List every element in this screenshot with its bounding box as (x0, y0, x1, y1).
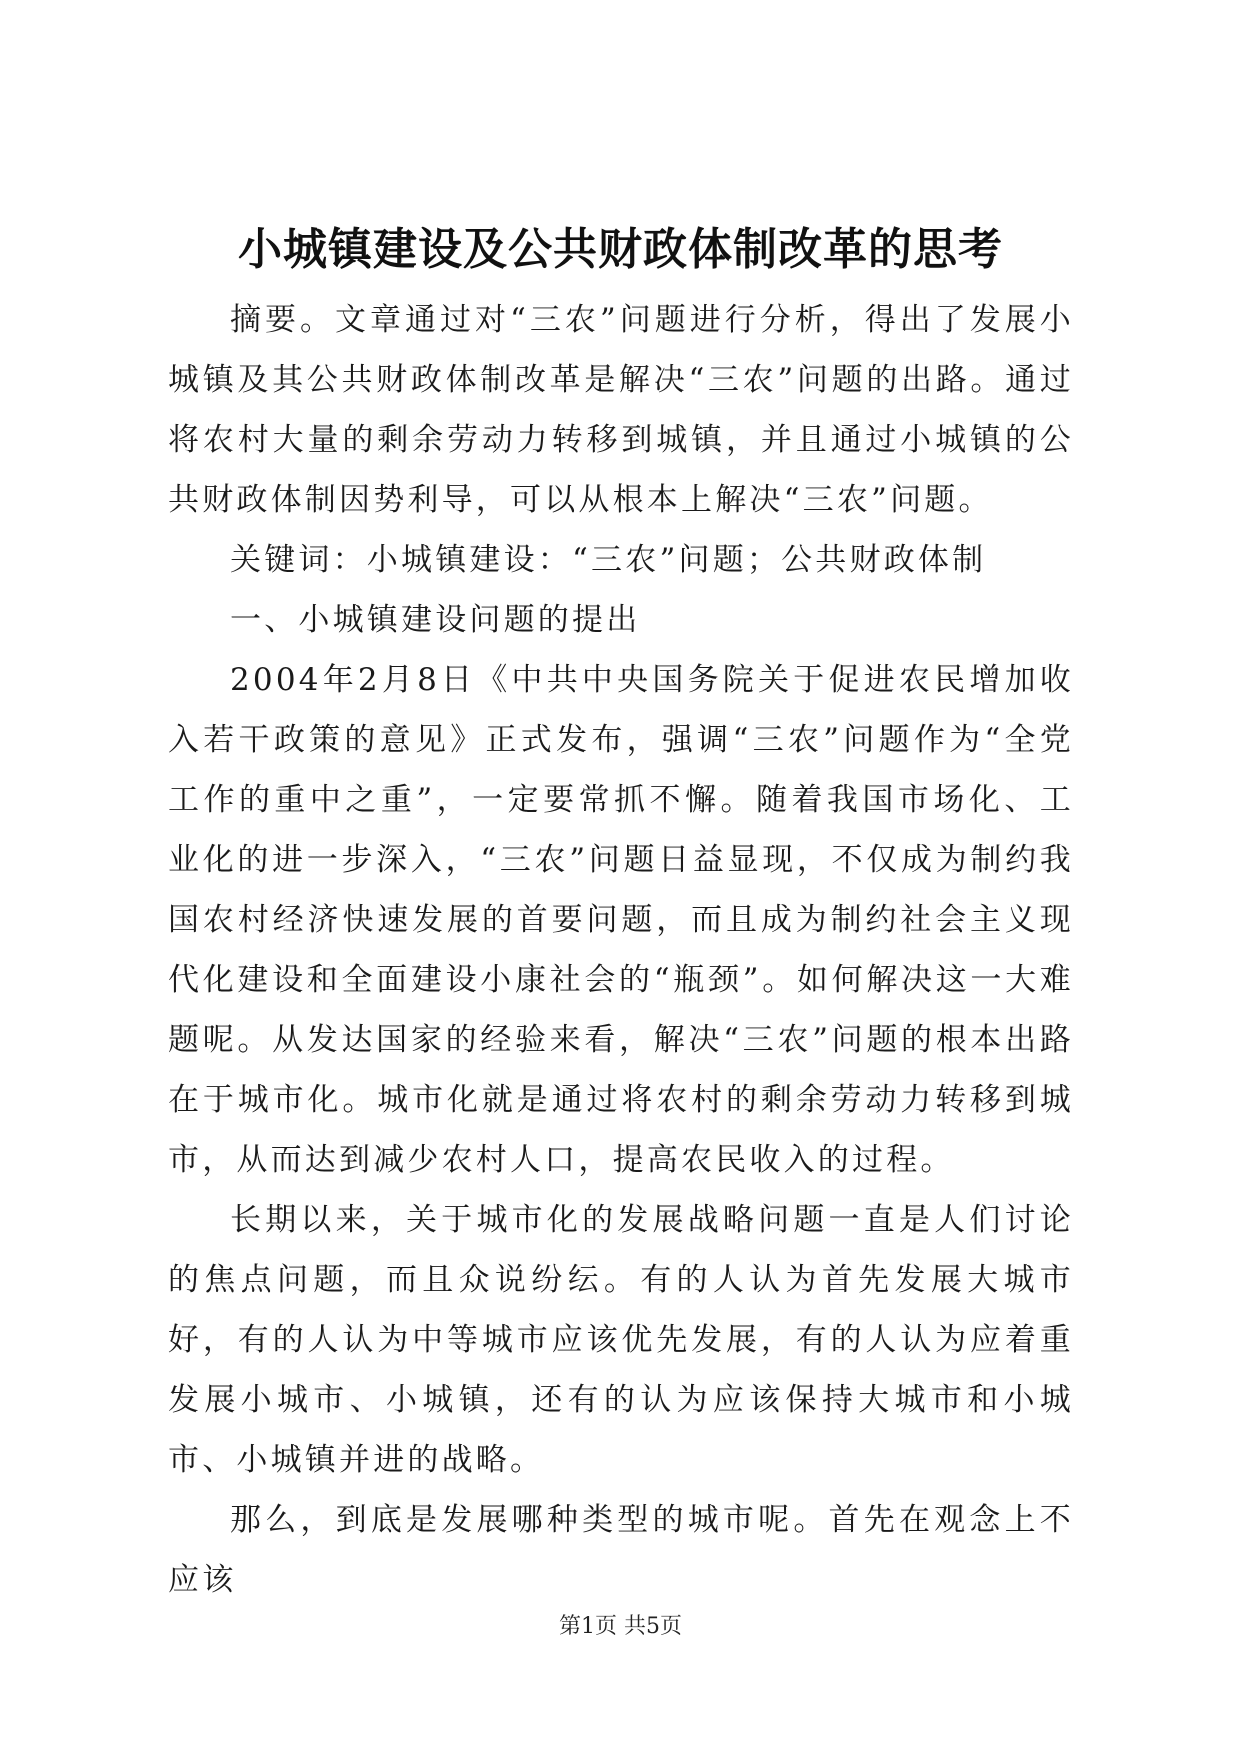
body-paragraph: 2004年2月8日《中共中央国务院关于促进农民增加收入若干政策的意见》正式发布，强调“三农”问题作为“全党工作的重中之重”，一定要常抓不懈。随着我国市场化、工业化的进一步深入，“三农”问题日益显现，不仅成为制约我国农村经济快速发展的首要问题，而且成为制约社会主义现代化建设和全面建设小康社会的“瓶颈”。如何解决这一大难题呢。从发达国家的经验来看，解决“三农”问题的根本出路在于城市化。城市化就是通过将农村的剩余劳动力转移到城市，从而达到减少农村人口，提高农民收入的过程。 (168, 662, 1074, 1178)
abstract-paragraph: 摘要。文章通过对“三农”问题进行分析，得出了发展小城镇及其公共财政体制改革是解决“三农”问题的出路。通过将农村大量的剩余劳动力转移到城镇，并且通过小城镇的公共财政体制因势利导，可以从根本上解决“三农”问题。 (168, 302, 1074, 518)
document-title: 小城镇建设及公共财政体制改革的思考 (238, 224, 1003, 275)
document-body (168, 290, 1074, 1610)
section-heading: 一、小城镇建设问题的提出 (230, 602, 641, 638)
body-paragraph: 长期以来，关于城市化的发展战略问题一直是人们讨论的焦点问题，而且众说纷纭。有的人认为首先发展大城市好，有的人认为中等城市应该优先发展，有的人认为应着重发展小城市、小城镇，还有的认为应该保持大城市和小城市、小城镇并进的战略。 (168, 1202, 1074, 1478)
page-number-footer: 第1页 共5页 (559, 1614, 682, 1639)
body-paragraph: 那么，到底是发展哪种类型的城市呢。首先在观念上不应该 (168, 1502, 1074, 1598)
keywords-paragraph: 关键词：小城镇建设：“三农”问题；公共财政体制 (230, 542, 987, 578)
